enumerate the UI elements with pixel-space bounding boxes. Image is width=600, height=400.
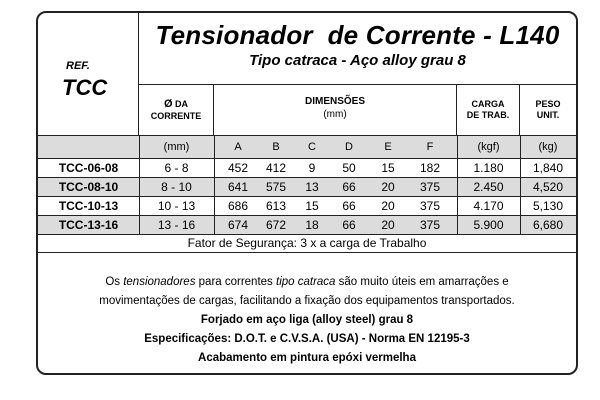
cell-f: 182 bbox=[419, 161, 441, 175]
header-diameter bbox=[139, 85, 214, 135]
cell-f: 375 bbox=[419, 180, 441, 194]
cell-diameter: 13 - 16 bbox=[157, 218, 196, 232]
cell-diameter: 10 - 13 bbox=[157, 199, 196, 213]
units-row bbox=[38, 135, 576, 158]
cell-b: 613 bbox=[265, 199, 287, 213]
cell-ref: TCC-10-13 bbox=[58, 199, 119, 213]
spec-table bbox=[38, 135, 576, 253]
product-subtitle: Tipo catraca - Aço alloy grau 8 bbox=[249, 52, 466, 69]
cell-a: 686 bbox=[227, 199, 249, 213]
header-dimensions-line2: (mm) bbox=[323, 108, 347, 120]
unit-b: B bbox=[272, 141, 280, 153]
cell-ref: TCC-06-08 bbox=[58, 161, 119, 175]
desc-line-1 bbox=[38, 273, 576, 292]
cell-diameter: 8 - 10 bbox=[161, 180, 192, 194]
unit-f: F bbox=[426, 141, 434, 153]
desc-text: são muito úteis em amarrações e bbox=[335, 276, 509, 288]
cell-d: 66 bbox=[342, 218, 356, 232]
product-title: Tensionador de Corrente - L140 bbox=[155, 20, 560, 50]
cell-c: 18 bbox=[305, 218, 319, 232]
cell-ref: TCC-08-10 bbox=[58, 180, 119, 194]
desc-line-4: Especificações: D.O.T. e C.V.S.A. (USA) - Norma EN 12195-3 bbox=[144, 333, 470, 345]
cell-weight: 1,840 bbox=[532, 161, 564, 175]
diameter-symbol: Ø bbox=[163, 97, 173, 110]
header-load bbox=[457, 85, 520, 135]
unit-c: C bbox=[308, 141, 316, 153]
ref-code: TCC bbox=[62, 75, 108, 100]
cell-e: 20 bbox=[381, 199, 395, 213]
header-diameter-line1: DA bbox=[175, 98, 189, 109]
header-weight-line2: UNIT. bbox=[536, 110, 560, 120]
ref-label: REF. bbox=[66, 60, 90, 72]
cell-b: 412 bbox=[265, 161, 287, 175]
spec-card bbox=[36, 11, 578, 375]
header-dimensions bbox=[214, 85, 457, 135]
unit-a: A bbox=[234, 141, 242, 153]
unit-d: D bbox=[345, 141, 353, 153]
table-row bbox=[38, 196, 576, 215]
unit-diameter: (mm) bbox=[163, 141, 190, 153]
cell-d: 50 bbox=[342, 161, 356, 175]
cell-a: 674 bbox=[227, 218, 249, 232]
cell-weight: 6,680 bbox=[532, 218, 564, 232]
header-diameter-line2: CORRENTE bbox=[150, 111, 202, 122]
cell-diameter: 6 - 8 bbox=[164, 161, 189, 175]
title-block bbox=[139, 13, 576, 85]
description bbox=[38, 273, 576, 368]
desc-line-3: Forjado em aço liga (alloy steel) grau 8 bbox=[200, 314, 414, 326]
desc-italic: tipo catraca bbox=[276, 276, 336, 288]
cell-load: 5.900 bbox=[473, 218, 504, 232]
cell-d: 66 bbox=[342, 199, 356, 213]
table-row bbox=[38, 215, 576, 234]
cell-a: 641 bbox=[227, 180, 249, 194]
desc-text: Os bbox=[105, 276, 124, 288]
cell-a: 452 bbox=[227, 161, 249, 175]
cell-d: 66 bbox=[342, 180, 356, 194]
cell-load: 2.450 bbox=[473, 180, 504, 194]
cell-ref: TCC-13-16 bbox=[58, 218, 119, 232]
cell-e: 20 bbox=[381, 218, 395, 232]
desc-line-5: Acabamento em pintura epóxi vermelha bbox=[198, 352, 416, 364]
cell-c: 13 bbox=[305, 180, 319, 194]
table-row bbox=[38, 158, 576, 177]
header-weight bbox=[520, 85, 576, 135]
unit-load: (kgf) bbox=[477, 141, 500, 153]
cell-load: 1.180 bbox=[473, 161, 504, 175]
header-load-line2: DE TRAB. bbox=[466, 110, 510, 120]
header-dimensions-line1: DIMENSÕES bbox=[304, 96, 365, 107]
desc-line-2: movimentações de cargas, facilitando a fixação dos equipamentos transportados. bbox=[99, 295, 515, 307]
cell-weight: 5,130 bbox=[532, 199, 564, 213]
desc-text: para correntes bbox=[195, 276, 276, 288]
cell-b: 575 bbox=[265, 180, 287, 194]
header-weight-line1: PESO bbox=[535, 98, 561, 109]
table-row bbox=[38, 177, 576, 196]
cell-e: 15 bbox=[381, 161, 395, 175]
cell-f: 375 bbox=[419, 199, 441, 213]
cell-load: 4.170 bbox=[473, 199, 504, 213]
cell-e: 20 bbox=[381, 180, 395, 194]
cell-c: 15 bbox=[305, 199, 319, 213]
cell-weight: 4,520 bbox=[532, 180, 564, 194]
cell-c: 9 bbox=[308, 161, 316, 175]
safety-factor-note: Fator de Segurança: 3 x a carga de Trabalho bbox=[38, 234, 576, 253]
unit-e: E bbox=[384, 141, 392, 153]
desc-italic: tensionadores bbox=[123, 276, 196, 288]
header-load-line1: CARGA bbox=[471, 98, 505, 109]
unit-weight: (kg) bbox=[538, 141, 558, 153]
cell-b: 672 bbox=[265, 218, 287, 232]
cell-f: 375 bbox=[419, 218, 441, 232]
